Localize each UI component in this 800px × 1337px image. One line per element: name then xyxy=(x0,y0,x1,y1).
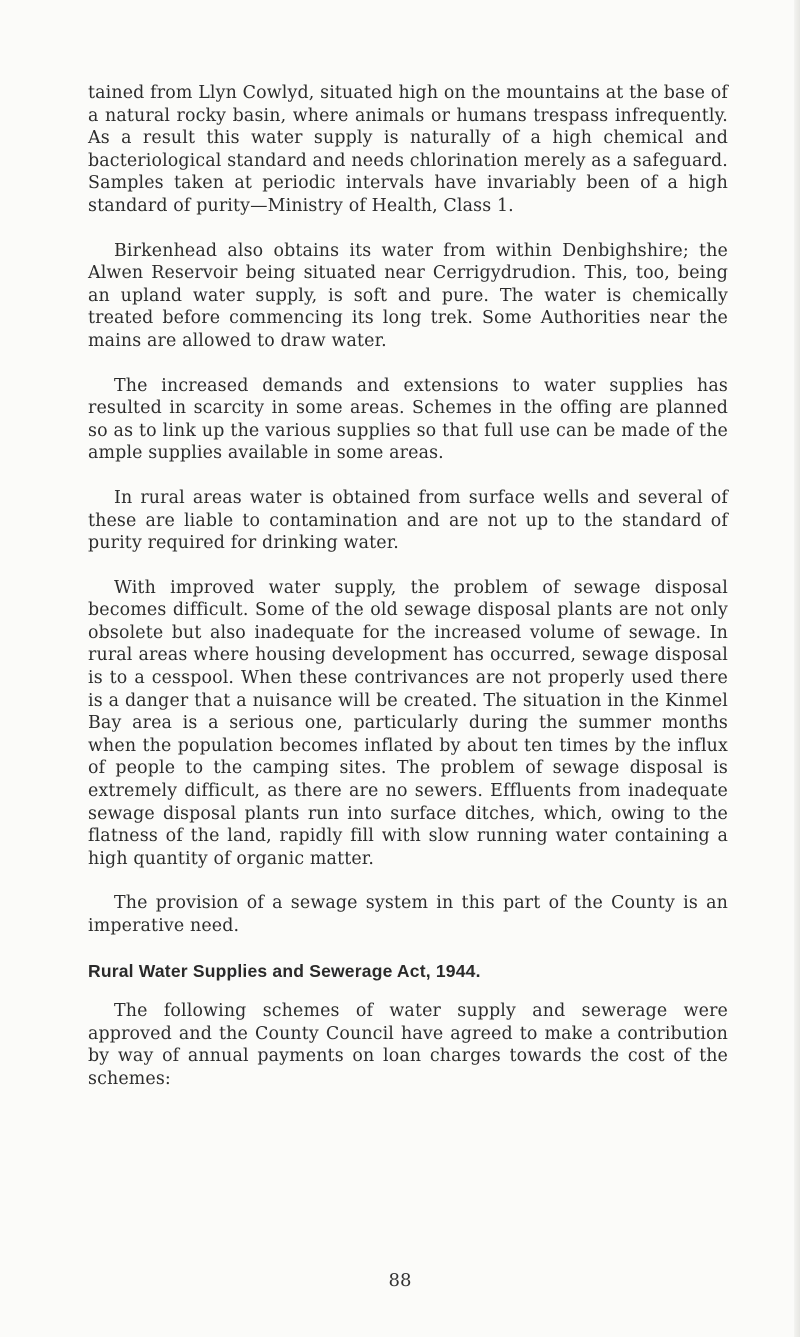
paragraph-sewage-disposal: With improved water supply, the problem of sewage disposal becomes difficult. Some of the old sewage disposal plants are not only obsolete but also inadequate for the increased volume of sewage. In rural areas where housing development has occurred, sewage disposal is to a cesspool. When these contrivances are not properly used there is a danger that a nuisance will be created. The situation in the Kinmel Bay area is a serious one, particularly during the summer months when the population becomes inflated by about ten times by the influx of people to the camping sites. The problem of sewage disposal is extremely difficult, as there are no sewers. Effluents from inadequate sewage disposal plants run into surface ditches, which, owing to the flatness of the land, rapidly fill with slow running water containing a high quantity of organic matter. xyxy=(88,577,728,869)
body-text xyxy=(88,82,728,1113)
paragraph-rural-wells: In rural areas water is obtained from surface wells and several of these are liable to contamination and are not up to the standard of purity required for drinking water. xyxy=(88,487,728,554)
paragraph-demands: The increased demands and extensions to water supplies has resulted in scarcity in some areas. Schemes in the offing are planned so as to link up the various supplies so that full use can be made of the ample supplies available in some areas. xyxy=(88,375,728,464)
page-edge-shadow xyxy=(794,0,800,1337)
section-heading: Rural Water Supplies and Sewerage Act, 1944. xyxy=(88,960,481,981)
page-number: 88 xyxy=(388,1270,412,1291)
paragraph-continuation: tained from Llyn Cowlyd, situated high on the mountains at the base of a natural rocky basin, where animals or humans trespass infrequently. As a result this water supply is naturally of a high chemical and bacteriological standard and needs chlorination merely as a safeguard. Samples taken at periodic intervals have invariably been of a high standard of purity—Ministry of Health, Class 1. xyxy=(88,83,728,216)
paragraph-birkenhead: Birkenhead also obtains its water from within Denbighshire; the Alwen Reservoir being situated near Cerrigydrudion. This, too, being an upland water supply, is soft and pure. The water is chemically treated before commencing its long trek. Some Authorities near the mains are allowed to draw water. xyxy=(88,240,728,351)
paragraph-sewage-provision: The provision of a sewage system in this part of the County is an imperative need. xyxy=(88,893,728,936)
paragraph-schemes: The following schemes of water supply and sewerage were approved and the County Council have agreed to make a contribution by way of annual payments on loan charges towards the cost of the schemes: xyxy=(88,1001,728,1089)
